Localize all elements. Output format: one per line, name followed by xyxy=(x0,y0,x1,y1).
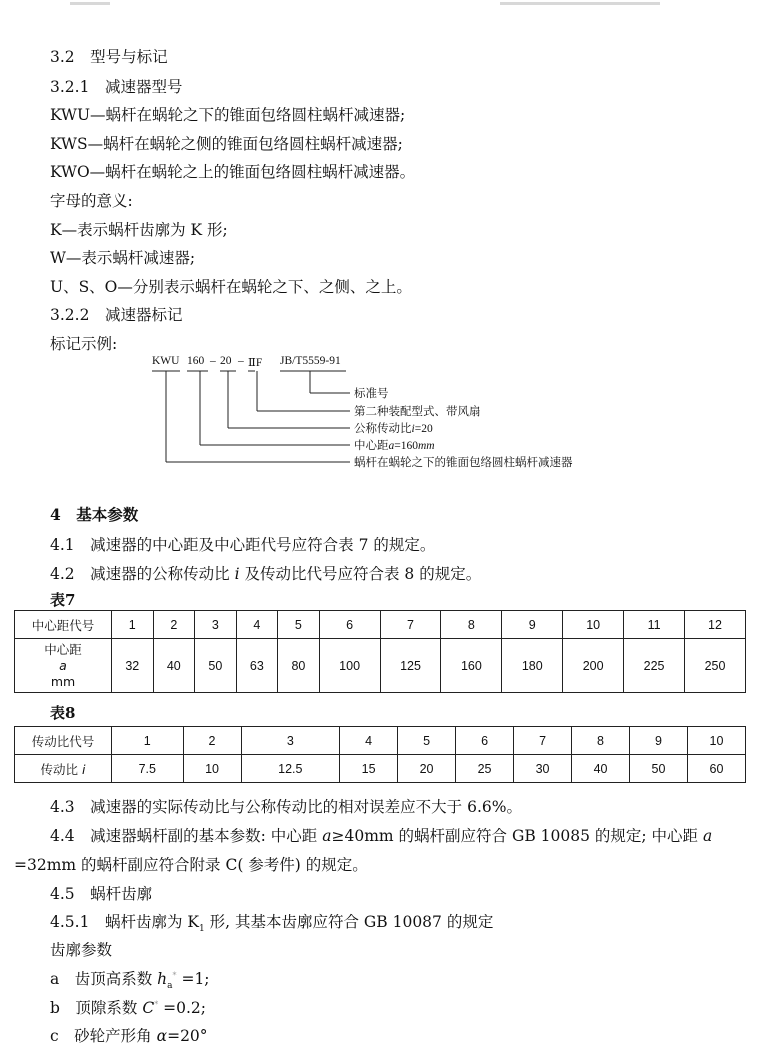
table8-code: 2 xyxy=(183,727,241,755)
table8-code: 5 xyxy=(398,727,456,755)
top-edge-artifact xyxy=(0,0,760,8)
table7-row-head-value: 中心距 a mm xyxy=(15,639,112,693)
table7-value: 160 xyxy=(441,639,502,693)
para-4-5-1: 4.5.1 蜗杆齿廓为 $K_1$ 形, 其基本齿廓应符合 GB 10087 的规定 xyxy=(50,913,494,935)
table8-value: 15 xyxy=(340,755,398,783)
table8-code: 1 xyxy=(112,727,184,755)
dash-2: – xyxy=(238,355,244,367)
label-ratio: 公称传动比i=20 xyxy=(354,423,433,435)
type-kwu: KWU—蜗杆在蜗轮之下的锥面包络圆柱蜗杆减速器; xyxy=(50,106,406,124)
table7-code: 2 xyxy=(153,611,195,639)
table7-value: 250 xyxy=(685,639,746,693)
table7-code: 11 xyxy=(624,611,685,639)
w-meaning: W—表示蜗杆减速器; xyxy=(50,249,196,267)
code-kwu: KWU xyxy=(152,355,180,367)
table8-caption: 表8 xyxy=(50,704,76,722)
marking-example-label: 标记示例: xyxy=(50,335,118,353)
table8-value: 40 xyxy=(572,755,630,783)
table8-code-row xyxy=(15,727,746,755)
table7-value: 80 xyxy=(278,639,320,693)
code-20: 20 xyxy=(220,355,232,367)
code-standard: JB/T5559-91 xyxy=(280,355,341,367)
heading-3-2-1: 3.2.1 减速器型号 xyxy=(50,78,183,96)
item-b: b 顶隙系数 C* =0.2; xyxy=(50,999,207,1017)
para-4-1: 4.1 减速器的中心距及中心距代号应符合表 7 的规定。 xyxy=(50,536,436,554)
label-reducer-type: 蜗杆在蜗轮之下的锥面包络圆柱蜗杆减速器 xyxy=(354,457,573,469)
letters-meaning: 字母的意义: xyxy=(50,192,133,210)
table7-value: 200 xyxy=(563,639,624,693)
code-160: 160 xyxy=(187,355,205,367)
table8-row-head-code: 传动比代号 xyxy=(15,727,112,755)
table7-code: 10 xyxy=(563,611,624,639)
table8-value: 60 xyxy=(688,755,746,783)
table-8 xyxy=(14,726,746,783)
table-7 xyxy=(14,610,746,693)
table8-code: 10 xyxy=(688,727,746,755)
table7-value: 100 xyxy=(319,639,380,693)
label-standard: 标准号 xyxy=(354,388,389,400)
type-kwo: KWO—蜗杆在蜗轮之上的锥面包络圆柱蜗杆减速器。 xyxy=(50,163,416,181)
table8-value: 12.5 xyxy=(241,755,340,783)
table8-code: 3 xyxy=(241,727,340,755)
table7-value: 32 xyxy=(112,639,154,693)
table7-caption: 表7 xyxy=(50,591,76,609)
para-4-2: 4.2 减速器的公称传动比 i 及传动比代号应符合表 8 的规定。 xyxy=(50,565,482,583)
table7-code: 6 xyxy=(319,611,380,639)
uso-meaning: U、S、O—分别表示蜗杆在蜗轮之下、之侧、之上。 xyxy=(50,278,412,296)
type-kws: KWS—蜗杆在蜗轮之侧的锥面包络圆柱蜗杆减速器; xyxy=(50,135,403,153)
table7-value: 63 xyxy=(236,639,278,693)
table8-value: 20 xyxy=(398,755,456,783)
table8-value: 50 xyxy=(630,755,688,783)
para-4-3: 4.3 减速器的实际传动比与公称传动比的相对误差应不大于 6.6%。 xyxy=(50,798,522,816)
tooth-params-label: 齿廓参数 xyxy=(50,941,113,959)
table7-code: 7 xyxy=(380,611,441,639)
table8-code: 4 xyxy=(340,727,398,755)
table7-code: 3 xyxy=(195,611,237,639)
item-a: a 齿顶高系数 $h_a^* =1$; xyxy=(50,970,210,992)
table7-code: 4 xyxy=(236,611,278,639)
table7-value: 50 xyxy=(195,639,237,693)
table7-code: 12 xyxy=(685,611,746,639)
table8-value: 7.5 xyxy=(112,755,184,783)
table8-code: 7 xyxy=(514,727,572,755)
table7-code: 8 xyxy=(441,611,502,639)
para-4-4-line2: =32mm 的蜗杆副应符合附录 C( 参考件) 的规定。 xyxy=(14,856,368,874)
table8-code: 9 xyxy=(630,727,688,755)
table7-code-row xyxy=(15,611,746,639)
table7-row-head-code: 中心距代号 xyxy=(15,611,112,639)
table7-code: 5 xyxy=(278,611,320,639)
table7-code: 1 xyxy=(112,611,154,639)
marking-diagram xyxy=(150,355,630,480)
item-c: c 砂轮产形角 α=20° xyxy=(50,1027,208,1045)
table8-row-head-value: 传动比 i xyxy=(15,755,112,783)
table8-value-row xyxy=(15,755,746,783)
table8-value: 30 xyxy=(514,755,572,783)
heading-4: 4 基本参数 xyxy=(50,505,139,524)
label-assembly: 第二种装配型式、带风扇 xyxy=(354,406,481,418)
table7-value: 125 xyxy=(380,639,441,693)
table7-value: 225 xyxy=(624,639,685,693)
label-center-distance: 中心距a=160mm xyxy=(354,440,435,452)
para-4-4-line1: 4.4 减速器蜗杆副的基本参数: 中心距 a≥40mm 的蜗杆副应符合 GB 10085 的规定; 中心距 a xyxy=(50,827,713,845)
heading-4-5: 4.5 蜗杆齿廓 xyxy=(50,885,153,903)
table8-value: 25 xyxy=(456,755,514,783)
code-iif: ⅡF xyxy=(248,357,263,369)
table8-value: 10 xyxy=(183,755,241,783)
heading-3-2-2: 3.2.2 减速器标记 xyxy=(50,306,183,324)
heading-3-2: 3.2 型号与标记 xyxy=(50,48,168,66)
table8-code: 8 xyxy=(572,727,630,755)
table7-value-row xyxy=(15,639,746,693)
dash-1: – xyxy=(210,355,216,367)
k-meaning: K—表示蜗杆齿廓为 K 形; xyxy=(50,221,228,239)
table8-code: 6 xyxy=(456,727,514,755)
table7-value: 40 xyxy=(153,639,195,693)
table7-value: 180 xyxy=(502,639,563,693)
table7-code: 9 xyxy=(502,611,563,639)
